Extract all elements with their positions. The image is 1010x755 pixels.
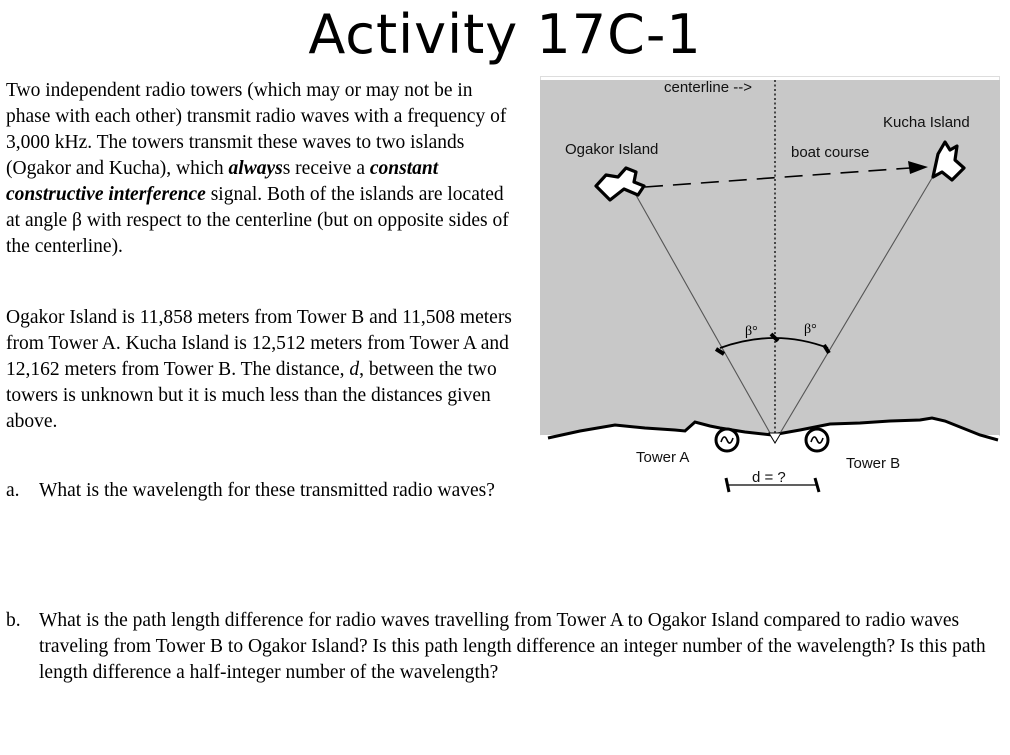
sky-region [540, 80, 1000, 435]
tower-island-diagram [540, 76, 1000, 516]
paragraph-1-text-a: Two independent radio towers (which may or may not be in phase with each other) transmit radio waves with a frequency of 3,000 kHz. The towers transmit these waves to two islands (Ogakor and Kucha), which [6, 80, 507, 179]
boat-course-label: boat course [791, 144, 870, 161]
tower-a-icon [716, 429, 738, 451]
problem-paragraph-2 [6, 305, 518, 435]
beta-label-right: β° [804, 322, 817, 337]
tower-b-label: Tower B [846, 455, 901, 472]
distance-label: d = ? [752, 469, 786, 486]
ogakor-island-label: Ogakor Island [565, 141, 659, 158]
centerline-label: centerline --> [664, 79, 752, 96]
kucha-island-label: Kucha Island [883, 114, 970, 131]
paragraph-2-text-a: Ogakor Island is 11,858 meters from Tower B and 11,508 meters from Tower A. Kucha Island is 12,512 meters from Tower A and 12,162 meters from Tower B. The distance, [6, 307, 512, 380]
tower-b-icon [806, 429, 828, 451]
tower-a-label: Tower A [636, 449, 690, 466]
emphasis-constructive-interference: constant constructive interference [6, 158, 439, 205]
question-a-text: What is the wavelength for these transmitted radio waves? [39, 480, 495, 501]
problem-paragraph-1 [6, 78, 518, 260]
question-b [6, 608, 1006, 688]
beta-label-left: β° [745, 324, 758, 339]
question-a [6, 478, 518, 538]
paragraph-1-text-c: signal. Both of the islands are located at angle β with respect to the centerline (but on opposite sides of the centerline). [6, 184, 509, 257]
question-b-text: What is the path length difference for radio waves travelling from Tower A to Ogakor Island compared to radio waves traveling from Tower B to Ogakor Island? Is this path length difference an integer number of the wavelength? Is this path length difference a half-integer number of the wavelength? [39, 610, 986, 683]
variable-d: d [349, 359, 360, 380]
question-a-label: a. [6, 480, 20, 501]
page-title: Activity 17C-1 [308, 3, 702, 66]
emphasis-always: always [228, 158, 283, 179]
paragraph-1-text-b: s receive a [282, 158, 370, 179]
question-b-label: b. [6, 610, 21, 631]
paragraph-2-text-b: , between the two towers is unknown but it is much less than the distances given above. [6, 359, 497, 432]
